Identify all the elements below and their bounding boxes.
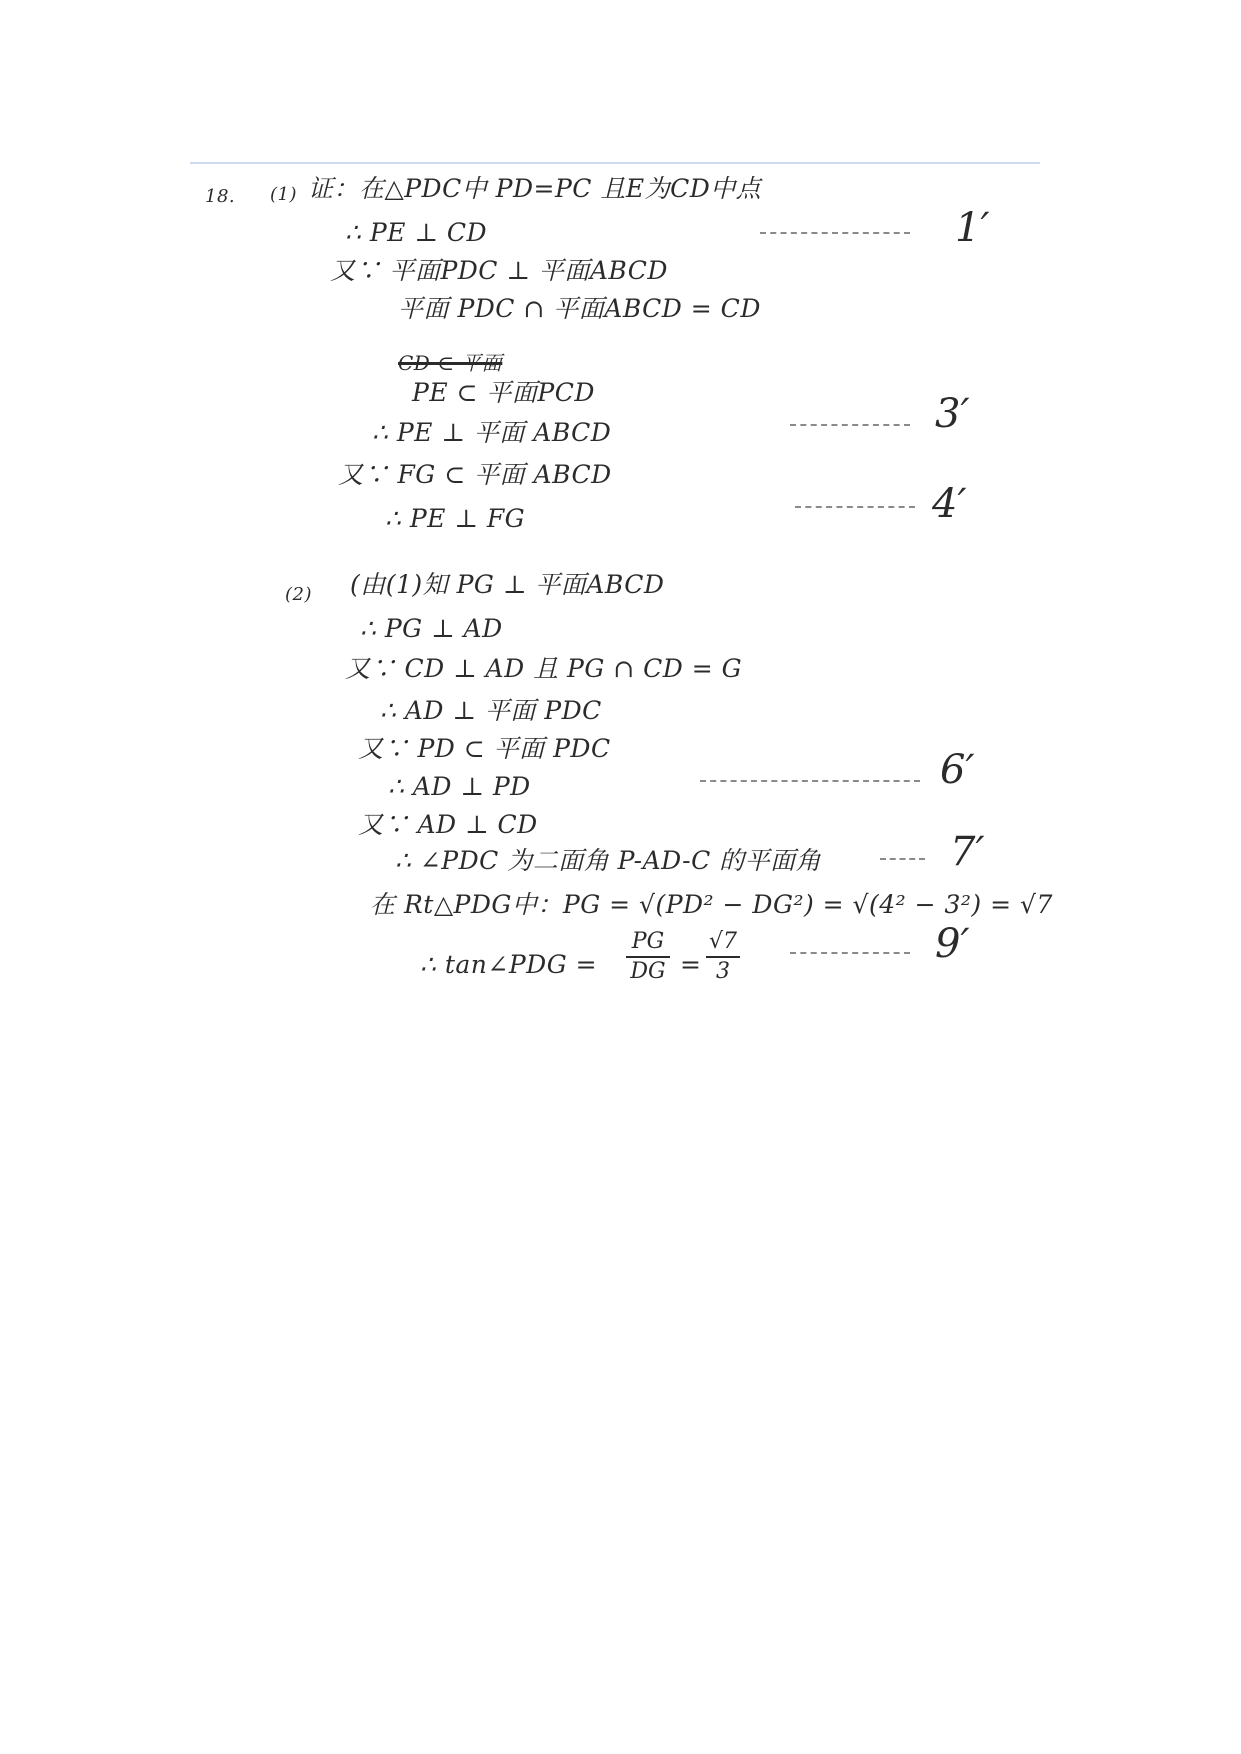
proof-line-12: 又∵ CD ⊥ AD 且 PG ∩ CD = G (345, 654, 743, 683)
part1-label: (1) (270, 184, 297, 205)
score-9: 9′ (935, 921, 970, 967)
proof-line-17: ∴ ∠PDC 为二面角 P-AD-C 的平面角 (395, 846, 822, 875)
score-1: 1′ (955, 205, 990, 251)
proof-line-13: ∴ AD ⊥ 平面 PDC (380, 696, 602, 725)
equals-sign: = (680, 950, 702, 979)
proof-line-14: 又∵ PD ⊂ 平面 PDC (358, 734, 611, 763)
fraction-bar (626, 956, 670, 958)
score-leader-7 (880, 858, 925, 860)
proof-line-15: ∴ AD ⊥ PD (388, 772, 531, 801)
proof-line-18: 在 Rt△PDG中：PG = √(PD² − DG²) = √(4² − 3²) = √7 (370, 890, 1053, 919)
proof-line-1: 证：在△PDC中 PD=PC 且E为CD中点 (308, 174, 762, 203)
fraction-pg-over-dg (626, 930, 670, 984)
proof-line-6: PE ⊂ 平面PCD (412, 378, 595, 407)
proof-line-3: 又∵ 平面PDC ⊥ 平面ABCD (330, 256, 668, 285)
score-4: 4′ (932, 481, 967, 527)
score-leader-4 (795, 506, 915, 508)
score-leader-3 (790, 424, 910, 426)
fraction-root7-over-3 (706, 930, 740, 984)
score-3: 3′ (935, 391, 970, 437)
score-6: 6′ (940, 747, 975, 793)
header-rule (190, 162, 1040, 164)
problem-number: 18. (205, 186, 236, 207)
struck-line: CD ⊂ 平面 (398, 351, 503, 375)
proof-line-4: 平面 PDC ∩ 平面ABCD = CD (398, 294, 761, 323)
proof-line-7: ∴ PE ⊥ 平面 ABCD (372, 418, 612, 447)
proof-line-10: (由(1)知 PG ⊥ 平面ABCD (350, 570, 665, 599)
proof-line-2: ∴ PE ⊥ CD (345, 218, 487, 247)
proof-line-8: 又∵ FG ⊂ 平面 ABCD (338, 460, 612, 489)
part2-label: (2) (285, 584, 312, 605)
fraction-numerator: PG (631, 929, 665, 954)
score-7: 7′ (950, 829, 985, 875)
fraction-denominator: DG (630, 959, 666, 984)
score-leader-6 (700, 780, 920, 782)
score-leader-9 (790, 952, 910, 954)
proof-line-9: ∴ PE ⊥ FG (385, 504, 526, 533)
proof-line-16: 又∵ AD ⊥ CD (358, 810, 538, 839)
proof-line-11: ∴ PG ⊥ AD (360, 614, 503, 643)
fraction-denominator: 3 (716, 959, 730, 984)
fraction-bar (706, 956, 740, 958)
proof-line-19: ∴ tan∠PDG = (420, 950, 598, 979)
score-leader-1 (760, 232, 910, 234)
fraction-numerator: √7 (708, 929, 737, 954)
